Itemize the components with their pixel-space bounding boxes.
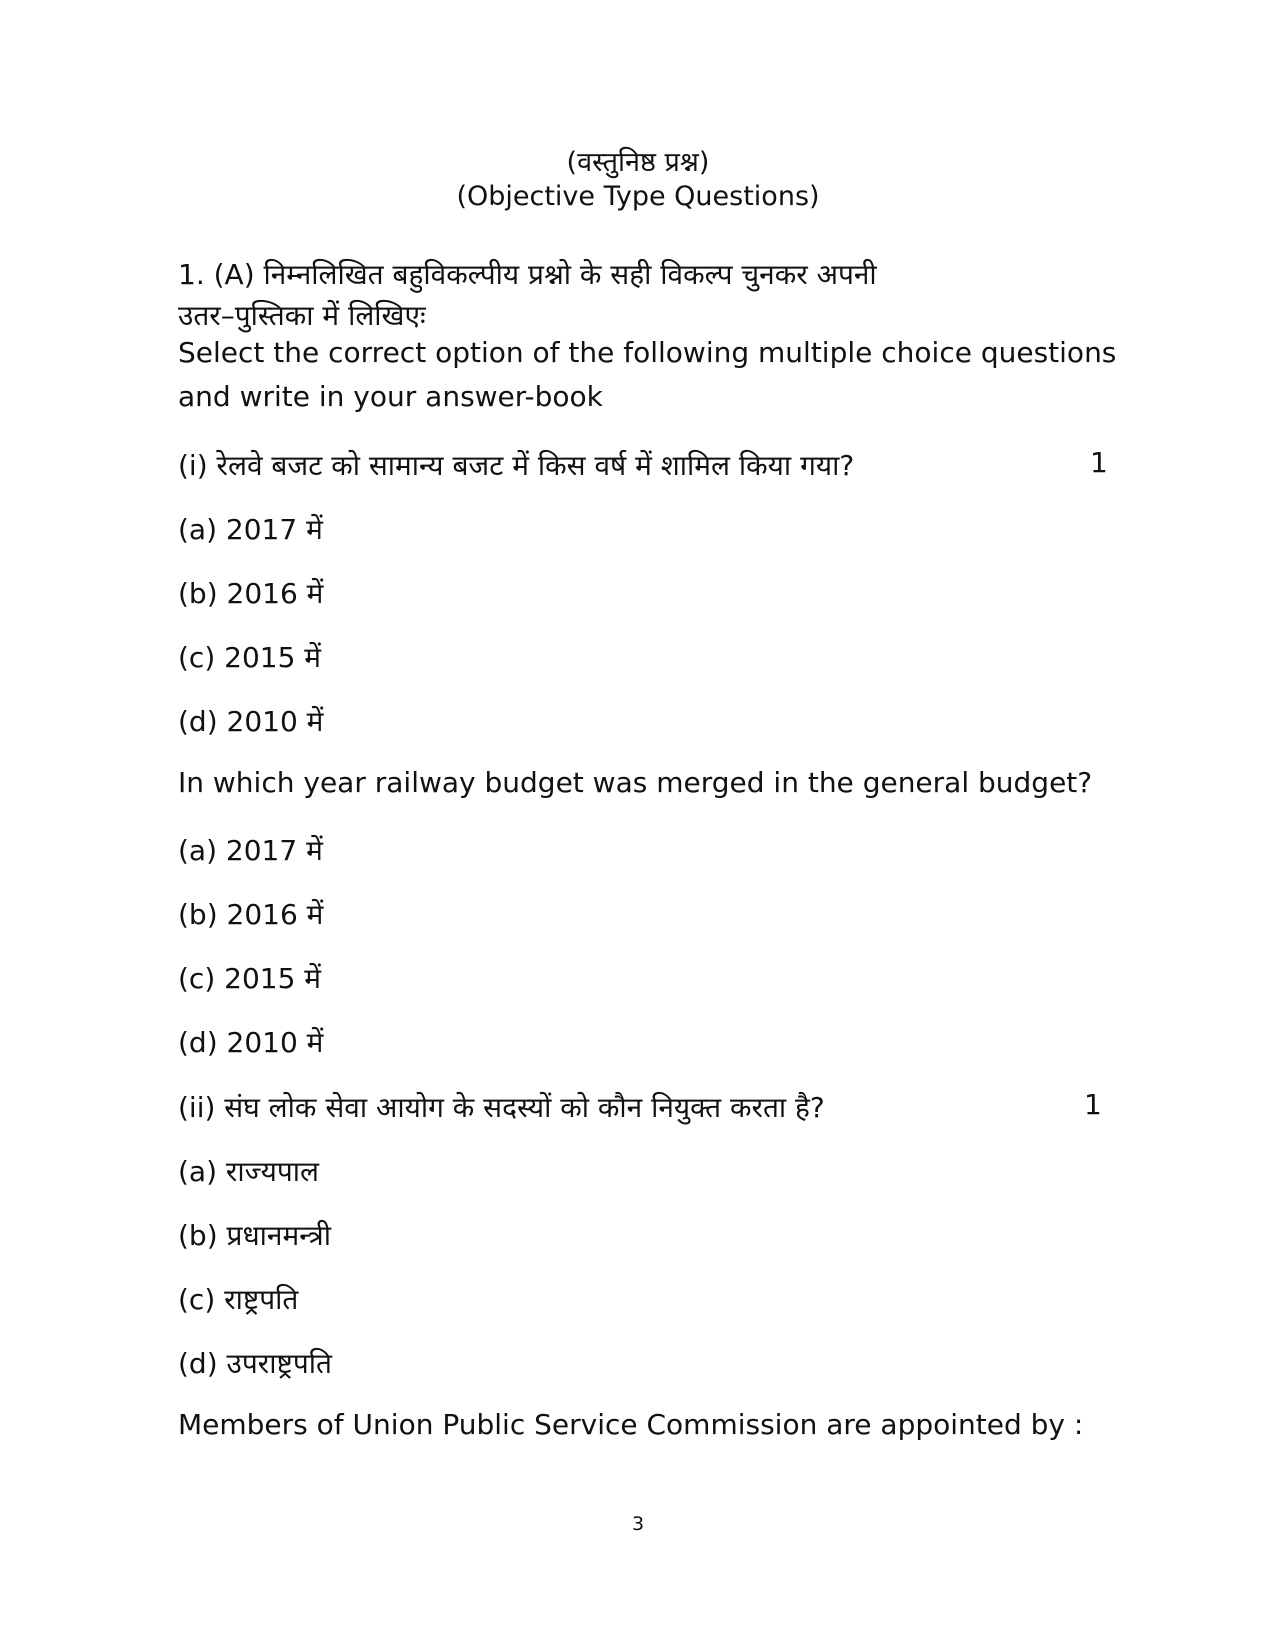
question-1-hindi-option-a: (a) 2017 में: [178, 513, 323, 546]
question-2-marks: 1: [1084, 1088, 1102, 1121]
question-1-marks: 1: [1090, 446, 1108, 479]
instruction-hindi-line2: उतर–पुस्तिका में लिखिएः: [178, 299, 426, 332]
heading-english: (Objective Type Questions): [456, 181, 820, 212]
question-1-english-option-c: (c) 2015 में: [178, 962, 322, 995]
question-1-english-option-a: (a) 2017 में: [178, 834, 323, 867]
question-2-hindi-option-c: (c) राष्ट्रपति: [178, 1283, 299, 1316]
question-2-english: Members of Union Public Service Commission are appointed by :: [178, 1408, 1084, 1441]
question-1-english-option-b: (b) 2016 में: [178, 898, 324, 931]
instruction-hindi-line1: 1. (A) निम्नलिखित बहुविकल्पीय प्रश्नो के सही विकल्प चुनकर अपनी: [178, 258, 877, 291]
question-1-hindi: (i) रेलवे बजट को सामान्य बजट में किस वर्ष में शामिल किया गया?: [178, 449, 855, 482]
question-1-hindi-option-c: (c) 2015 में: [178, 641, 322, 674]
instruction-english-line1: Select the correct option of the following multiple choice questions: [178, 336, 1117, 369]
question-1-hindi-option-d: (d) 2010 में: [178, 705, 324, 738]
question-1-hindi-option-b: (b) 2016 में: [178, 577, 324, 610]
question-2-hindi-option-a: (a) राज्यपाल: [178, 1155, 320, 1188]
heading-hindi: (वस्तुनिष्ठ प्रश्न): [566, 147, 710, 178]
instruction-english-line2: and write in your answer-book: [178, 380, 603, 413]
question-1-english-option-d: (d) 2010 में: [178, 1026, 324, 1059]
question-1-english: In which year railway budget was merged in the general budget?: [178, 766, 1093, 799]
question-2-hindi-option-d: (d) उपराष्ट्रपति: [178, 1347, 332, 1380]
question-2-hindi: (ii) संघ लोक सेवा आयोग के सदस्यों को कौन नियुक्त करता है?: [178, 1091, 825, 1124]
page-number: 3: [631, 1513, 645, 1535]
question-2-hindi-option-b: (b) प्रधानमन्त्री: [178, 1219, 332, 1252]
